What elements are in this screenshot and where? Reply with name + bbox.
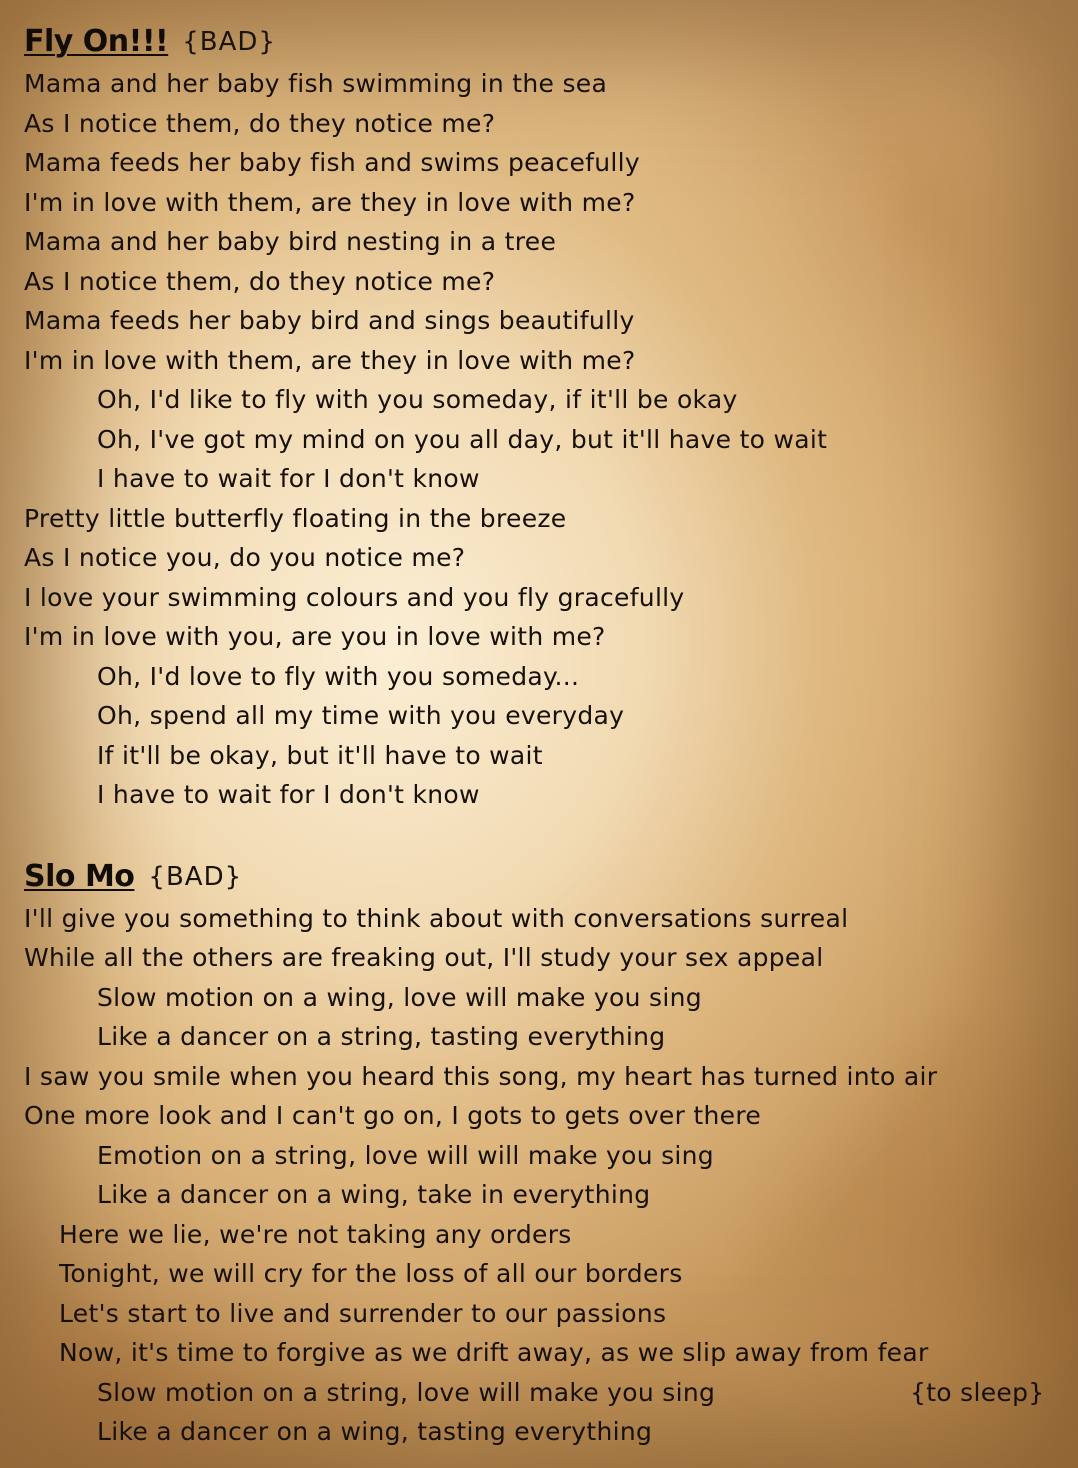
lyric-text: I love your swimming colours and you fly gracefully: [24, 582, 685, 612]
lyric-text: Oh, spend all my time with you everyday: [97, 701, 625, 730]
lyric-line: [24, 538, 1064, 578]
lyric-line: [24, 696, 1064, 736]
lyric-text: Emotion on a string, love will will make you sing: [97, 1140, 714, 1170]
lyric-text: Mama and her baby fish swimming in the sea: [24, 69, 608, 98]
lyric-line: [24, 736, 1064, 776]
lyric-line: [24, 341, 1064, 381]
lyric-line: [24, 617, 1064, 657]
lyric-text: Slow motion on a wing, love will make you sing: [97, 982, 702, 1012]
song-tag: {BAD}: [148, 861, 243, 892]
lyric-text: Like a dancer on a string, tasting everything: [97, 1022, 666, 1051]
lyric-line: [24, 1373, 1064, 1413]
lyric-line: [24, 657, 1064, 697]
lyric-text: Pretty little butterfly floating in the breeze: [24, 503, 567, 533]
lyric-line: [24, 775, 1064, 815]
lyric-text: Tonight, we will cry for the loss of all our borders: [59, 1259, 683, 1288]
lyric-aside-note: {to sleep}: [910, 1377, 1045, 1407]
lyric-text: I'll give you something to think about with conversations surreal: [24, 903, 849, 933]
lyric-line: [24, 578, 1064, 618]
lyric-line: [24, 1215, 1064, 1255]
song-header: [24, 853, 1064, 899]
lyric-text: I have to wait for I don't know: [97, 780, 480, 809]
lyric-text: If it'll be okay, but it'll have to wait: [97, 740, 543, 770]
lyric-text: Mama feeds her baby bird and sings beautifully: [24, 306, 635, 335]
lyric-text: Like a dancer on a wing, tasting everything: [97, 1417, 653, 1446]
lyric-text: Oh, I'd like to fly with you someday, if it'll be okay: [97, 385, 738, 414]
lyric-text: Here we lie, we're not taking any orders: [59, 1219, 572, 1249]
lyric-text: Now, it's time to forgive as we drift away, as we slip away from fear: [59, 1338, 929, 1367]
lyric-text: I'm in love with them, are they in love with me?: [24, 187, 636, 217]
lyric-line: [24, 420, 1064, 460]
lyric-line: [24, 262, 1064, 302]
lyric-line: [24, 1175, 1064, 1215]
lyric-text: As I notice you, do you notice me?: [24, 543, 466, 572]
lyric-line: [24, 380, 1064, 420]
lyric-line: [24, 222, 1064, 262]
lyric-line: [24, 978, 1064, 1018]
song-header: [24, 18, 1064, 64]
lyric-text: Slow motion on a string, love will make you sing: [97, 1377, 716, 1407]
lyric-text: Like a dancer on a wing, take in everything: [97, 1180, 651, 1209]
lyric-line: [24, 499, 1064, 539]
lyric-text: I have to wait for I don't know: [97, 464, 480, 493]
lyric-line: [24, 1333, 1064, 1373]
lyric-text: I'm in love with you, are you in love with me?: [24, 622, 606, 651]
lyric-text: Mama feeds her baby fish and swims peacefully: [24, 148, 640, 177]
lyric-line: [24, 1136, 1064, 1176]
lyric-line: [24, 143, 1064, 183]
lyric-text: I'm in love with them, are they in love with me?: [24, 345, 636, 375]
song-title: Fly On!!!: [24, 24, 169, 59]
lyric-line: [24, 1294, 1064, 1334]
lyric-text: Oh, I've got my mind on you all day, but it'll have to wait: [97, 424, 828, 454]
song-slo-mo: [24, 853, 1064, 1452]
lyric-line: [24, 1057, 1064, 1097]
lyric-text: Let's start to live and surrender to our passions: [59, 1298, 667, 1328]
lyric-line: [24, 899, 1064, 939]
song-fly-on: [24, 18, 1064, 815]
lyric-line: [24, 459, 1064, 499]
lyric-line: [24, 1096, 1064, 1136]
lyric-line: [24, 301, 1064, 341]
lyrics-lines: [24, 899, 1064, 1452]
lyric-text: While all the others are freaking out, I'll study your sex appeal: [24, 943, 824, 972]
lyric-text: Mama and her baby bird nesting in a tree: [24, 227, 557, 256]
lyric-line: [24, 183, 1064, 223]
lyric-text: As I notice them, do they notice me?: [24, 266, 496, 296]
lyrics-sheet: [24, 18, 1064, 1452]
lyric-text: I saw you smile when you heard this song, my heart has turned into air: [24, 1061, 938, 1091]
lyric-line: [24, 1254, 1064, 1294]
song-tag: {BAD}: [182, 27, 276, 57]
lyric-line: [24, 1017, 1064, 1057]
lyrics-lines: [24, 64, 1064, 815]
lyric-text: One more look and I can't go on, I gots to gets over there: [24, 1101, 762, 1130]
lyric-line: [24, 938, 1064, 978]
lyric-line: [24, 104, 1064, 144]
lyric-text: As I notice them, do they notice me?: [24, 108, 496, 138]
song-title: Slo Mo: [24, 858, 135, 894]
lyric-text: Oh, I'd love to fly with you someday...: [97, 661, 580, 691]
lyric-line: [24, 1412, 1064, 1452]
lyric-line: [24, 64, 1064, 104]
